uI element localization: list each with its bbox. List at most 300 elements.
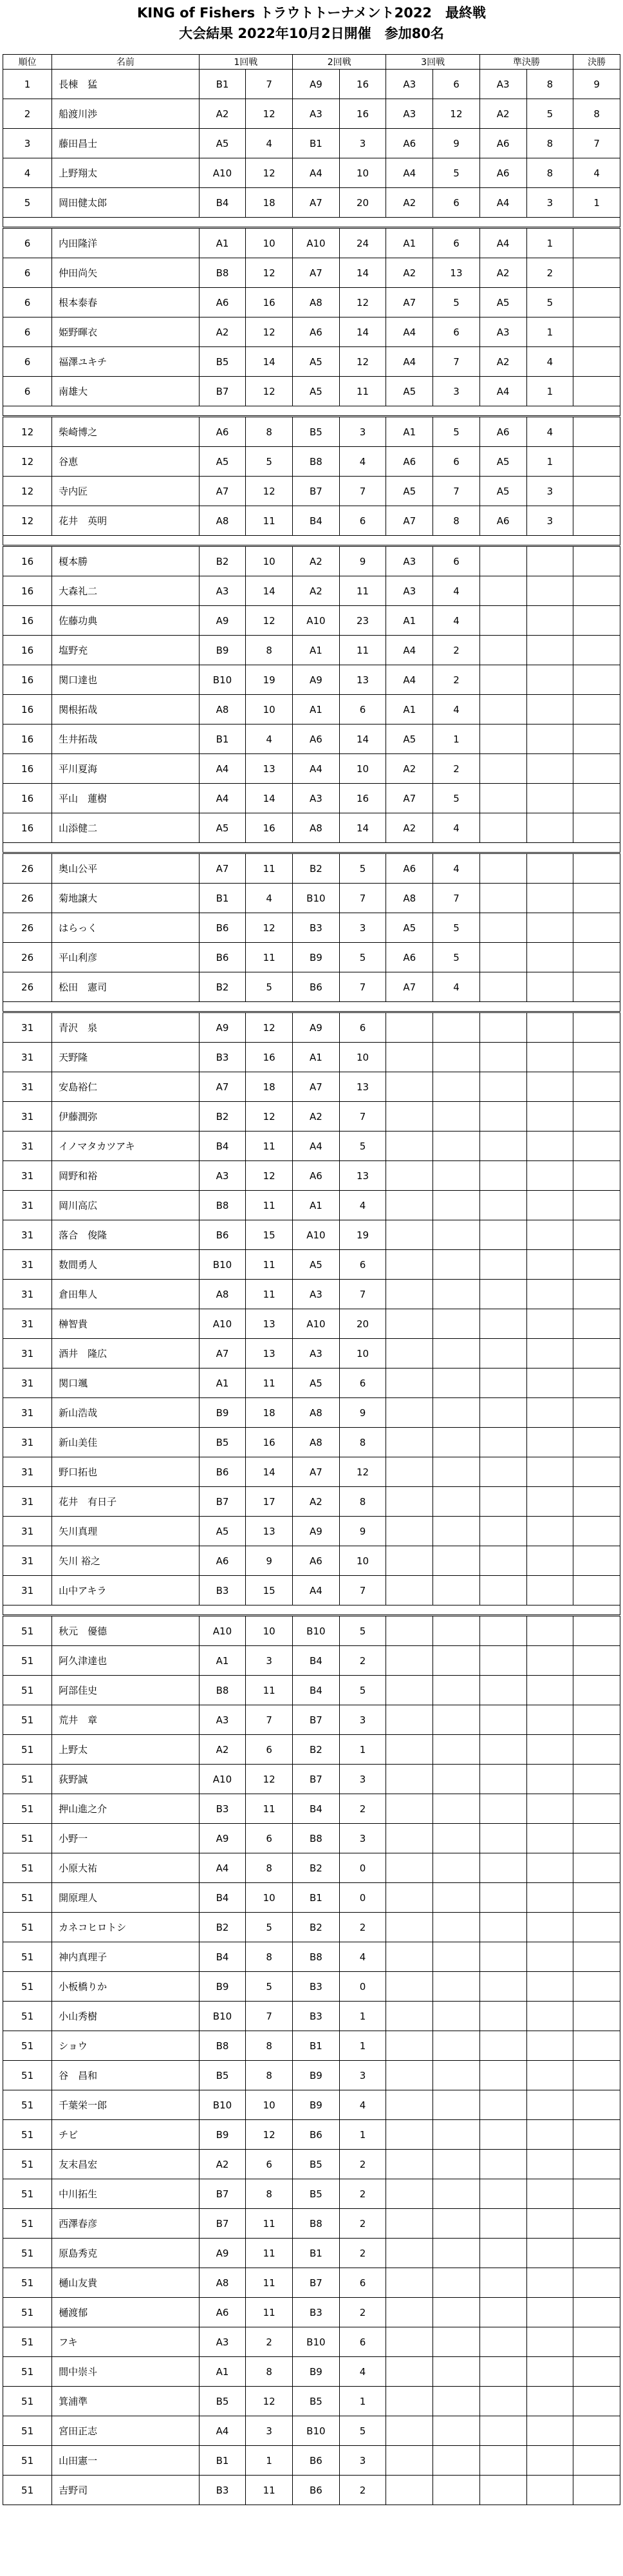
final-score-cell <box>573 2357 620 2387</box>
rank-cell: 31 <box>3 1220 52 1250</box>
r3-block-cell <box>386 1646 433 1676</box>
rank-cell: 51 <box>3 1705 52 1735</box>
semi-score-cell: 5 <box>526 288 573 317</box>
r1-score-cell: 10 <box>246 2090 293 2120</box>
r1-block-cell: B3 <box>199 1043 246 1072</box>
table-row <box>3 2476 620 2505</box>
table-row <box>3 99 620 129</box>
r2-score-cell: 6 <box>339 2268 386 2298</box>
r2-score-cell: 2 <box>339 1794 386 1824</box>
r1-block-cell: A1 <box>199 228 246 258</box>
r3-score-cell <box>433 1161 480 1191</box>
table-row <box>3 1705 620 1735</box>
r3-block-cell: A3 <box>386 546 433 576</box>
r3-block-cell <box>386 2357 433 2387</box>
semi-score-cell <box>526 1250 573 1280</box>
header-round2: 2回戦 <box>293 55 386 70</box>
r3-score-cell <box>433 1398 480 1428</box>
header-round1: 1回戦 <box>199 55 292 70</box>
semi-block-cell <box>479 943 526 972</box>
semi-score-cell <box>526 1072 573 1102</box>
semi-block-cell <box>479 2446 526 2476</box>
semi-block-cell <box>479 576 526 606</box>
r3-block-cell <box>386 1339 433 1368</box>
semi-score-cell <box>526 2179 573 2209</box>
r1-score-cell: 12 <box>246 477 293 506</box>
r3-block-cell <box>386 2327 433 2357</box>
table-row <box>3 784 620 813</box>
semi-block-cell <box>479 1794 526 1824</box>
r3-block-cell <box>386 1853 433 1883</box>
semi-block-cell: A6 <box>479 417 526 447</box>
r1-block-cell: A7 <box>199 853 246 884</box>
r2-block-cell: A8 <box>293 1398 340 1428</box>
r3-score-cell <box>433 1191 480 1220</box>
r3-block-cell <box>386 1368 433 1398</box>
r3-score-cell <box>433 1942 480 1972</box>
name-cell: 谷恵 <box>52 447 199 477</box>
final-score-cell <box>573 2239 620 2268</box>
r2-block-cell: B7 <box>293 477 340 506</box>
r3-score-cell <box>433 2268 480 2298</box>
r3-score-cell <box>433 1676 480 1705</box>
r2-score-cell: 14 <box>339 724 386 754</box>
r3-block-cell: A2 <box>386 188 433 218</box>
r2-score-cell: 5 <box>339 943 386 972</box>
semi-score-cell <box>526 1220 573 1250</box>
r3-block-cell <box>386 1457 433 1487</box>
table-row <box>3 188 620 218</box>
header-semifinal: 準決勝 <box>479 55 573 70</box>
semi-score-cell <box>526 1457 573 1487</box>
r3-score-cell <box>433 1824 480 1853</box>
rank-cell: 51 <box>3 2298 52 2327</box>
rank-cell: 6 <box>3 347 52 377</box>
r1-score-cell: 8 <box>246 417 293 447</box>
name-cell: 押山進之介 <box>52 1794 199 1824</box>
rank-cell: 51 <box>3 1646 52 1676</box>
rank-cell: 51 <box>3 1942 52 1972</box>
r1-block-cell: B9 <box>199 1972 246 2002</box>
r3-score-cell: 4 <box>433 972 480 1002</box>
r3-score-cell <box>433 2416 480 2446</box>
page-title: KING of Fishers トラウトトーナメント2022 最終戦 <box>136 5 487 21</box>
r3-block-cell: A4 <box>386 317 433 347</box>
r3-block-cell: A4 <box>386 158 433 188</box>
r2-block-cell: B2 <box>293 1735 340 1765</box>
r3-score-cell: 5 <box>433 784 480 813</box>
table-row <box>3 2179 620 2209</box>
r1-score-cell: 11 <box>246 1250 293 1280</box>
semi-block-cell <box>479 1457 526 1487</box>
r3-score-cell <box>433 2179 480 2209</box>
semi-block-cell <box>479 972 526 1002</box>
header-name: 名前 <box>52 55 199 70</box>
r1-block-cell: B10 <box>199 2002 246 2031</box>
rank-cell: 6 <box>3 228 52 258</box>
semi-score-cell <box>526 665 573 695</box>
name-cell: 宮田正志 <box>52 2416 199 2446</box>
r2-score-cell: 11 <box>339 636 386 665</box>
semi-block-cell: A5 <box>479 447 526 477</box>
r1-score-cell: 8 <box>246 636 293 665</box>
r2-score-cell: 14 <box>339 813 386 843</box>
r3-block-cell <box>386 1280 433 1309</box>
r3-block-cell <box>386 2268 433 2298</box>
group-separator <box>3 843 620 853</box>
semi-block-cell: A2 <box>479 99 526 129</box>
results-table <box>3 54 620 2505</box>
final-score-cell <box>573 1576 620 1605</box>
final-score-cell <box>573 506 620 536</box>
r2-score-cell: 6 <box>339 695 386 724</box>
semi-score-cell: 5 <box>526 99 573 129</box>
rank-cell: 51 <box>3 2476 52 2505</box>
r3-block-cell: A1 <box>386 606 433 636</box>
r3-block-cell <box>386 1735 433 1765</box>
r2-block-cell: A5 <box>293 1368 340 1398</box>
name-cell: 上野太 <box>52 1735 199 1765</box>
table-row <box>3 1972 620 2002</box>
r3-score-cell <box>433 1794 480 1824</box>
table-row <box>3 1676 620 1705</box>
table-row <box>3 1012 620 1043</box>
rank-cell: 16 <box>3 546 52 576</box>
r1-block-cell: B10 <box>199 2090 246 2120</box>
r3-block-cell: A7 <box>386 288 433 317</box>
r3-score-cell <box>433 1368 480 1398</box>
r3-score-cell <box>433 1705 480 1735</box>
r2-block-cell: B1 <box>293 1883 340 1913</box>
separator-cell <box>3 843 620 853</box>
rank-cell: 31 <box>3 1457 52 1487</box>
table-row <box>3 1043 620 1072</box>
r3-score-cell <box>433 1132 480 1161</box>
name-cell: チビ <box>52 2120 199 2150</box>
name-cell: 仲田尚矢 <box>52 258 199 288</box>
r2-block-cell: B3 <box>293 2002 340 2031</box>
name-cell: 千葉栄一郎 <box>52 2090 199 2120</box>
r3-score-cell <box>433 1765 480 1794</box>
table-row <box>3 724 620 754</box>
r1-score-cell: 6 <box>246 2150 293 2179</box>
name-cell: 船渡川渉 <box>52 99 199 129</box>
r3-block-cell: A6 <box>386 943 433 972</box>
r1-score-cell: 16 <box>246 1043 293 1072</box>
r1-block-cell: A10 <box>199 1765 246 1794</box>
final-score-cell <box>573 1824 620 1853</box>
r2-score-cell: 7 <box>339 884 386 913</box>
r3-score-cell: 12 <box>433 99 480 129</box>
semi-score-cell <box>526 1765 573 1794</box>
semi-score-cell <box>526 2476 573 2505</box>
rank-cell: 1 <box>3 70 52 99</box>
r2-score-cell: 4 <box>339 1942 386 1972</box>
semi-block-cell <box>479 1972 526 2002</box>
final-score-cell <box>573 1457 620 1487</box>
r2-block-cell: A2 <box>293 576 340 606</box>
r2-block-cell: A8 <box>293 288 340 317</box>
table-row <box>3 813 620 843</box>
r1-score-cell: 16 <box>246 288 293 317</box>
table-row <box>3 2120 620 2150</box>
semi-block-cell <box>479 1012 526 1043</box>
r2-score-cell: 12 <box>339 1457 386 1487</box>
r1-block-cell: A1 <box>199 2357 246 2387</box>
r3-block-cell <box>386 2090 433 2120</box>
r1-score-cell: 11 <box>246 1794 293 1824</box>
semi-score-cell <box>526 943 573 972</box>
r3-score-cell: 5 <box>433 943 480 972</box>
header-final: 決勝 <box>573 55 620 70</box>
r2-block-cell: B6 <box>293 972 340 1002</box>
r2-score-cell: 9 <box>339 546 386 576</box>
semi-block-cell <box>479 2209 526 2239</box>
r3-block-cell <box>386 1794 433 1824</box>
r2-score-cell: 6 <box>339 2327 386 2357</box>
table-row <box>3 2031 620 2061</box>
r3-score-cell <box>433 2387 480 2416</box>
table-row <box>3 665 620 695</box>
table-row <box>3 1280 620 1309</box>
final-score-cell <box>573 884 620 913</box>
r3-score-cell <box>433 1646 480 1676</box>
r1-score-cell: 8 <box>246 1942 293 1972</box>
r3-block-cell <box>386 2416 433 2446</box>
r1-block-cell: A10 <box>199 158 246 188</box>
rank-cell: 51 <box>3 2002 52 2031</box>
final-score-cell <box>573 1517 620 1546</box>
r1-score-cell: 14 <box>246 347 293 377</box>
r3-score-cell: 5 <box>433 417 480 447</box>
r1-block-cell: B3 <box>199 2476 246 2505</box>
r3-block-cell: A6 <box>386 447 433 477</box>
r3-score-cell: 6 <box>433 228 480 258</box>
r2-score-cell: 10 <box>339 754 386 784</box>
semi-block-cell <box>479 546 526 576</box>
name-cell: 榎本勝 <box>52 546 199 576</box>
r3-score-cell <box>433 1220 480 1250</box>
r2-block-cell: B9 <box>293 2090 340 2120</box>
semi-score-cell <box>526 2268 573 2298</box>
r2-score-cell: 2 <box>339 2476 386 2505</box>
r1-score-cell: 8 <box>246 1853 293 1883</box>
r2-block-cell: B6 <box>293 2476 340 2505</box>
final-score-cell <box>573 2179 620 2209</box>
r3-block-cell <box>386 1428 433 1457</box>
r1-block-cell: B6 <box>199 913 246 943</box>
separator-cell <box>3 1002 620 1012</box>
r3-score-cell: 2 <box>433 665 480 695</box>
r2-score-cell: 1 <box>339 2120 386 2150</box>
r2-block-cell: B8 <box>293 1824 340 1853</box>
semi-score-cell <box>526 2357 573 2387</box>
r2-score-cell: 14 <box>339 317 386 347</box>
r3-score-cell <box>433 1043 480 1072</box>
r3-score-cell <box>433 2031 480 2061</box>
r2-score-cell: 5 <box>339 1676 386 1705</box>
final-score-cell <box>573 754 620 784</box>
r1-score-cell: 5 <box>246 447 293 477</box>
name-cell: 山添健二 <box>52 813 199 843</box>
table-row <box>3 1250 620 1280</box>
final-score-cell <box>573 546 620 576</box>
header-rank: 順位 <box>3 55 52 70</box>
semi-block-cell <box>479 665 526 695</box>
r2-score-cell: 8 <box>339 1428 386 1457</box>
final-score-cell <box>573 1735 620 1765</box>
rank-cell: 51 <box>3 1883 52 1913</box>
r1-score-cell: 11 <box>246 2298 293 2327</box>
r1-score-cell: 12 <box>246 158 293 188</box>
r2-block-cell: A1 <box>293 1191 340 1220</box>
semi-score-cell <box>526 2031 573 2061</box>
semi-score-cell: 8 <box>526 129 573 158</box>
semi-score-cell <box>526 2209 573 2239</box>
semi-score-cell: 4 <box>526 347 573 377</box>
semi-score-cell: 1 <box>526 228 573 258</box>
r3-block-cell <box>386 1517 433 1546</box>
r2-block-cell: B3 <box>293 913 340 943</box>
final-score-cell <box>573 2090 620 2120</box>
rank-cell: 51 <box>3 2061 52 2090</box>
r2-score-cell: 7 <box>339 1576 386 1605</box>
final-score-cell <box>573 1705 620 1735</box>
r3-block-cell: A4 <box>386 665 433 695</box>
r1-block-cell: A3 <box>199 1161 246 1191</box>
table-row <box>3 1191 620 1220</box>
r3-block-cell: A4 <box>386 636 433 665</box>
rank-cell: 51 <box>3 1853 52 1883</box>
r2-score-cell: 4 <box>339 2357 386 2387</box>
r1-block-cell: B9 <box>199 2120 246 2150</box>
final-score-cell <box>573 1428 620 1457</box>
r2-score-cell: 0 <box>339 1853 386 1883</box>
rank-cell: 26 <box>3 972 52 1002</box>
table-row <box>3 1487 620 1517</box>
r3-score-cell <box>433 2446 480 2476</box>
r3-block-cell: A2 <box>386 258 433 288</box>
table-row <box>3 1646 620 1676</box>
r1-block-cell: A3 <box>199 576 246 606</box>
table-row <box>3 158 620 188</box>
r2-block-cell: B7 <box>293 2268 340 2298</box>
r1-score-cell: 12 <box>246 2120 293 2150</box>
r1-score-cell: 15 <box>246 1576 293 1605</box>
final-score-cell <box>573 258 620 288</box>
semi-block-cell <box>479 2179 526 2209</box>
r3-score-cell: 7 <box>433 347 480 377</box>
table-row <box>3 477 620 506</box>
r1-score-cell: 3 <box>246 1646 293 1676</box>
r2-score-cell: 5 <box>339 1616 386 1646</box>
table-row <box>3 1398 620 1428</box>
r2-block-cell: A10 <box>293 1309 340 1339</box>
final-score-cell <box>573 784 620 813</box>
table-row <box>3 447 620 477</box>
r3-block-cell <box>386 1220 433 1250</box>
r2-block-cell: A7 <box>293 188 340 218</box>
rank-cell: 51 <box>3 2357 52 2387</box>
r3-score-cell: 5 <box>433 913 480 943</box>
rank-cell: 51 <box>3 1824 52 1853</box>
r2-score-cell: 16 <box>339 70 386 99</box>
r1-block-cell: A2 <box>199 2150 246 2179</box>
r2-score-cell: 3 <box>339 2061 386 2090</box>
r3-score-cell: 13 <box>433 258 480 288</box>
name-cell: 関口達也 <box>52 665 199 695</box>
r1-block-cell: B2 <box>199 1102 246 1132</box>
name-cell: 間中崇斗 <box>52 2357 199 2387</box>
r2-score-cell: 2 <box>339 2150 386 2179</box>
rank-cell: 16 <box>3 665 52 695</box>
r2-block-cell: A6 <box>293 317 340 347</box>
semi-block-cell <box>479 2476 526 2505</box>
name-cell: 新山浩哉 <box>52 1398 199 1428</box>
name-cell: 伊藤潤弥 <box>52 1102 199 1132</box>
semi-block-cell <box>479 1161 526 1191</box>
r2-score-cell: 12 <box>339 347 386 377</box>
r2-block-cell: B7 <box>293 1765 340 1794</box>
r1-score-cell: 12 <box>246 317 293 347</box>
table-row <box>3 1853 620 1883</box>
final-score-cell <box>573 1398 620 1428</box>
r3-block-cell: A1 <box>386 417 433 447</box>
r1-score-cell: 8 <box>246 2031 293 2061</box>
final-score-cell <box>573 1280 620 1309</box>
r2-block-cell: A9 <box>293 1012 340 1043</box>
r1-block-cell: B2 <box>199 546 246 576</box>
rank-cell: 26 <box>3 913 52 943</box>
semi-block-cell <box>479 1517 526 1546</box>
r3-score-cell: 2 <box>433 636 480 665</box>
r3-score-cell: 4 <box>433 853 480 884</box>
group-separator <box>3 1605 620 1616</box>
name-cell: 菊地譲大 <box>52 884 199 913</box>
r1-block-cell: A7 <box>199 477 246 506</box>
semi-score-cell <box>526 1132 573 1161</box>
r3-score-cell <box>433 1972 480 2002</box>
table-row <box>3 1913 620 1942</box>
semi-score-cell <box>526 1102 573 1132</box>
r3-block-cell <box>386 1883 433 1913</box>
r2-score-cell: 5 <box>339 1132 386 1161</box>
semi-block-cell <box>479 1339 526 1368</box>
final-score-cell: 9 <box>573 70 620 99</box>
r2-score-cell: 2 <box>339 1913 386 1942</box>
name-cell: 山田憲一 <box>52 2446 199 2476</box>
r1-score-cell: 11 <box>246 1676 293 1705</box>
rank-cell: 51 <box>3 2120 52 2150</box>
name-cell: 友末昌宏 <box>52 2150 199 2179</box>
r3-score-cell: 1 <box>433 724 480 754</box>
r3-block-cell <box>386 1576 433 1605</box>
r3-score-cell: 4 <box>433 813 480 843</box>
table-row <box>3 1576 620 1605</box>
r2-score-cell: 11 <box>339 576 386 606</box>
semi-score-cell: 1 <box>526 447 573 477</box>
r1-block-cell: A3 <box>199 2327 246 2357</box>
semi-block-cell <box>479 1824 526 1853</box>
final-score-cell <box>573 665 620 695</box>
final-score-cell <box>573 1339 620 1368</box>
rank-cell: 31 <box>3 1339 52 1368</box>
r3-score-cell: 6 <box>433 70 480 99</box>
r3-block-cell: A6 <box>386 853 433 884</box>
r1-score-cell: 9 <box>246 1546 293 1576</box>
semi-score-cell <box>526 1576 573 1605</box>
r1-score-cell: 7 <box>246 1705 293 1735</box>
